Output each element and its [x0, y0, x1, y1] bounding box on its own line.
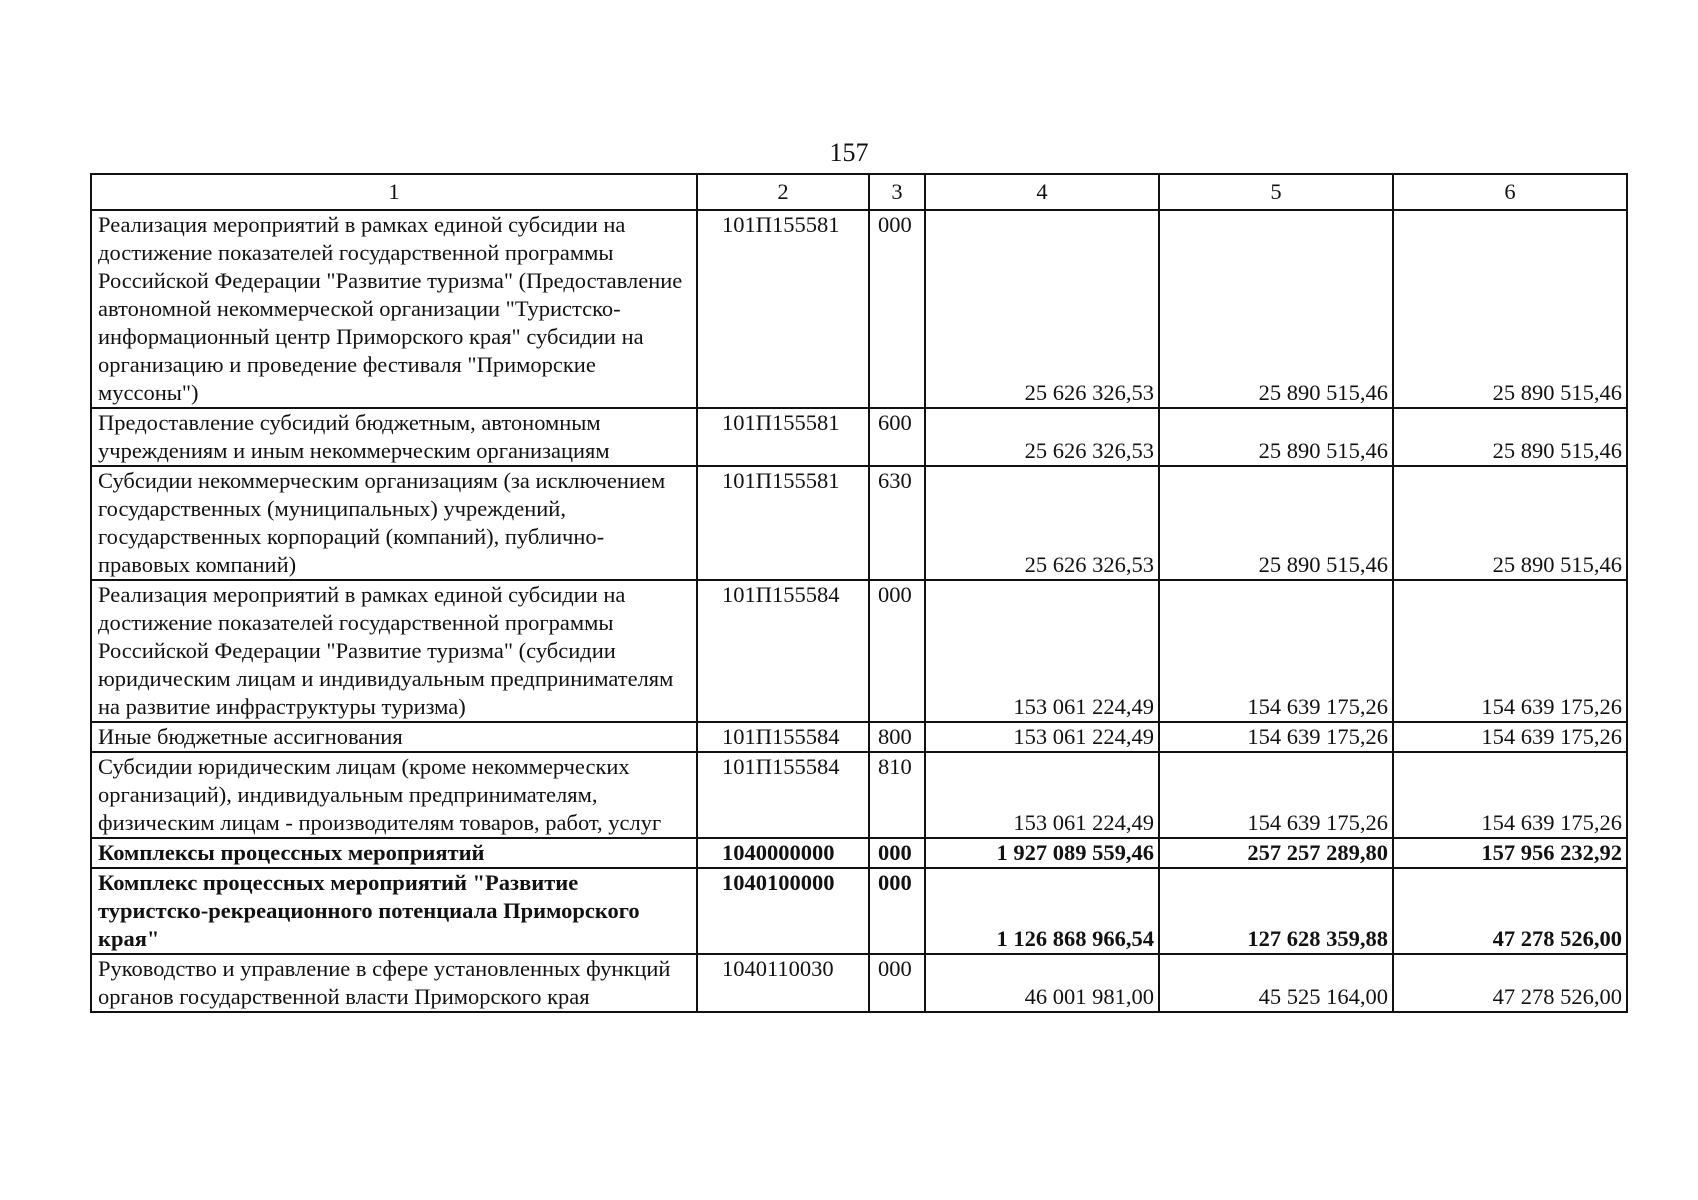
- column-header-5: 5: [1159, 174, 1393, 210]
- row-code: 1040100000: [697, 868, 869, 954]
- budget-table: [90, 173, 1628, 1013]
- row-type: 630: [869, 466, 925, 580]
- column-header-2: 2: [697, 174, 869, 210]
- row-code: 101П155581: [697, 210, 869, 408]
- row-amount-6: 154 639 175,26: [1393, 722, 1627, 752]
- table-row: [91, 466, 1627, 580]
- column-header-4: 4: [925, 174, 1159, 210]
- row-type: 000: [869, 210, 925, 408]
- row-amount-6: 157 956 232,92: [1393, 838, 1627, 868]
- row-amount-5: 257 257 289,80: [1159, 838, 1393, 868]
- row-name: Субсидии юридическим лицам (кроме некоммерческих организаций), индивидуальным предпринимателям, физическим лицам - производителям товаров, работ, услуг: [91, 752, 697, 838]
- row-code: 101П155581: [697, 466, 869, 580]
- table-row: [91, 408, 1627, 466]
- row-amount-4: 25 626 326,53: [925, 210, 1159, 408]
- row-amount-4: 153 061 224,49: [925, 752, 1159, 838]
- column-number-row: [91, 174, 1627, 210]
- table-row: [91, 722, 1627, 752]
- table-row: [91, 752, 1627, 838]
- row-amount-6: 154 639 175,26: [1393, 580, 1627, 722]
- row-name: Реализация мероприятий в рамках единой субсидии на достижение показателей государственной программы Российской Федерации "Развитие туризма" (Предоставление автономной некоммерческой организации "Туристско-информационный центр Приморского края" субсидии на организацию и проведение фестиваля "Приморские муссоны"): [91, 210, 697, 408]
- row-amount-6: 25 890 515,46: [1393, 466, 1627, 580]
- row-name: Предоставление субсидий бюджетным, автономным учреждениям и иным некоммерческим организациям: [91, 408, 697, 466]
- row-amount-4: 25 626 326,53: [925, 466, 1159, 580]
- row-amount-6: 25 890 515,46: [1393, 210, 1627, 408]
- row-code: 101П155581: [697, 408, 869, 466]
- row-name: Комплекс процессных мероприятий "Развитие туристско-рекреационного потенциала Приморского края": [91, 868, 697, 954]
- row-code: 101П155584: [697, 580, 869, 722]
- row-amount-4: 1 126 868 966,54: [925, 868, 1159, 954]
- row-amount-4: 1 927 089 559,46: [925, 838, 1159, 868]
- row-name: Комплексы процессных мероприятий: [91, 838, 697, 868]
- row-name: Иные бюджетные ассигнования: [91, 722, 697, 752]
- row-amount-4: 153 061 224,49: [925, 722, 1159, 752]
- row-type: 600: [869, 408, 925, 466]
- row-amount-4: 25 626 326,53: [925, 408, 1159, 466]
- row-amount-5: 127 628 359,88: [1159, 868, 1393, 954]
- row-amount-5: 45 525 164,00: [1159, 954, 1393, 1012]
- row-type: 000: [869, 838, 925, 868]
- table-row: [91, 580, 1627, 722]
- row-amount-5: 154 639 175,26: [1159, 580, 1393, 722]
- column-header-1: 1: [91, 174, 697, 210]
- row-type: 000: [869, 954, 925, 1012]
- row-amount-6: 47 278 526,00: [1393, 954, 1627, 1012]
- row-type: 000: [869, 868, 925, 954]
- row-amount-5: 154 639 175,26: [1159, 752, 1393, 838]
- table-body: [91, 210, 1627, 1012]
- row-name: Субсидии некоммерческим организациям (за исключением государственных (муниципальных) учреждений, государственных корпораций (компаний), публично-правовых компаний): [91, 466, 697, 580]
- row-name: Руководство и управление в сфере установленных функций органов государственной власти Приморского края: [91, 954, 697, 1012]
- row-type: 810: [869, 752, 925, 838]
- row-code: 101П155584: [697, 752, 869, 838]
- row-code: 101П155584: [697, 722, 869, 752]
- row-type: 800: [869, 722, 925, 752]
- row-code: 1040000000: [697, 838, 869, 868]
- row-amount-4: 46 001 981,00: [925, 954, 1159, 1012]
- row-code: 1040110030: [697, 954, 869, 1012]
- row-name: Реализация мероприятий в рамках единой субсидии на достижение показателей государственной программы Российской Федерации "Развитие туризма" (субсидии юридическим лицам и индивидуальным предпринимателям на развитие инфраструктуры туризма): [91, 580, 697, 722]
- row-amount-5: 25 890 515,46: [1159, 408, 1393, 466]
- table-row: [91, 838, 1627, 868]
- row-amount-6: 154 639 175,26: [1393, 752, 1627, 838]
- row-amount-5: 154 639 175,26: [1159, 722, 1393, 752]
- table-row: [91, 868, 1627, 954]
- row-amount-6: 47 278 526,00: [1393, 868, 1627, 954]
- row-type: 000: [869, 580, 925, 722]
- column-header-6: 6: [1393, 174, 1627, 210]
- row-amount-5: 25 890 515,46: [1159, 466, 1393, 580]
- row-amount-5: 25 890 515,46: [1159, 210, 1393, 408]
- row-amount-6: 25 890 515,46: [1393, 408, 1627, 466]
- column-header-3: 3: [869, 174, 925, 210]
- row-amount-4: 153 061 224,49: [925, 580, 1159, 722]
- page-number: 157: [829, 138, 869, 167]
- table-row: [91, 954, 1627, 1012]
- table-row: [91, 210, 1627, 408]
